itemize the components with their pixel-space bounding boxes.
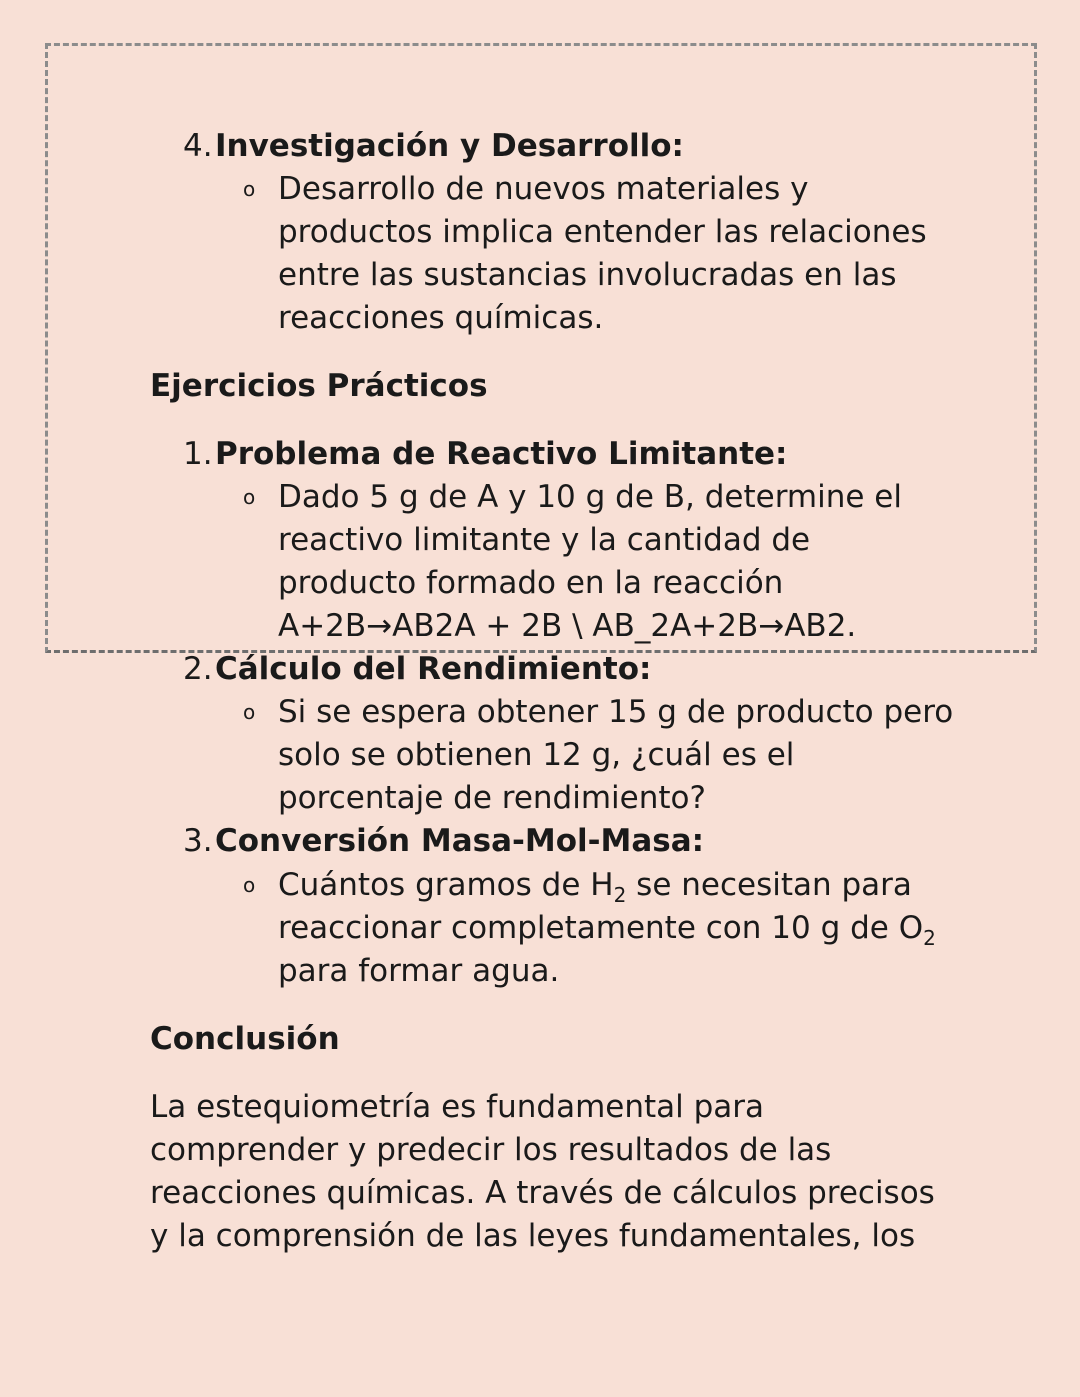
list-item-text: Dado 5 g de A y 10 g de B, determine el reactivo limitante y la cantidad de producto formado en la reacción A+2B→AB2A + 2B \ AB_2A+2B→AB2. xyxy=(278,479,902,644)
subscript: 2 xyxy=(613,883,627,908)
subscript: 2 xyxy=(923,926,936,951)
list-item-text xyxy=(278,864,958,993)
conclusion-paragraph: La estequiometría es fundamental para comprender y predecir los resultados de las reacciones químicas. A través de cálculos precisos y la comprensión de las leyes fundamentales, los xyxy=(150,1089,935,1254)
bullet-icon: o xyxy=(243,485,256,509)
list-item-title: Cálculo del Rendimiento: xyxy=(215,651,652,687)
text-fragment: Cuántos gramos de H xyxy=(278,867,614,903)
text-fragment: para formar agua. xyxy=(278,953,560,989)
bullet-icon: o xyxy=(243,700,256,724)
section-heading-conclusion: Conclusión xyxy=(150,1021,340,1057)
list-item-exercise-3 xyxy=(183,820,704,863)
list-number: 1. xyxy=(183,436,213,472)
list-item-exercise-1 xyxy=(183,433,787,476)
list-number: 4. xyxy=(183,128,213,164)
list-number: 2. xyxy=(183,651,213,687)
list-item-exercise-2 xyxy=(183,648,651,691)
bullet-icon: o xyxy=(243,873,256,897)
text-fragment: se necesitan para reaccionar completamente con 10 g de O xyxy=(278,867,924,946)
list-number: 3. xyxy=(183,823,213,859)
list-item-title: Investigación y Desarrollo: xyxy=(215,128,684,164)
list-item-research-title xyxy=(183,125,684,168)
bullet-icon: o xyxy=(243,177,256,201)
list-item-title: Problema de Reactivo Limitante: xyxy=(215,436,788,472)
list-item-text: Si se espera obtener 15 g de producto pero solo se obtienen 12 g, ¿cuál es el porcentaje de rendimiento? xyxy=(278,694,954,816)
section-heading-exercises: Ejercicios Prácticos xyxy=(150,368,488,404)
list-item-text: Desarrollo de nuevos materiales y productos implica entender las relaciones entre las sustancias involucradas en las reacciones químicas. xyxy=(278,171,927,336)
list-item-title: Conversión Masa-Mol-Masa: xyxy=(215,823,705,859)
